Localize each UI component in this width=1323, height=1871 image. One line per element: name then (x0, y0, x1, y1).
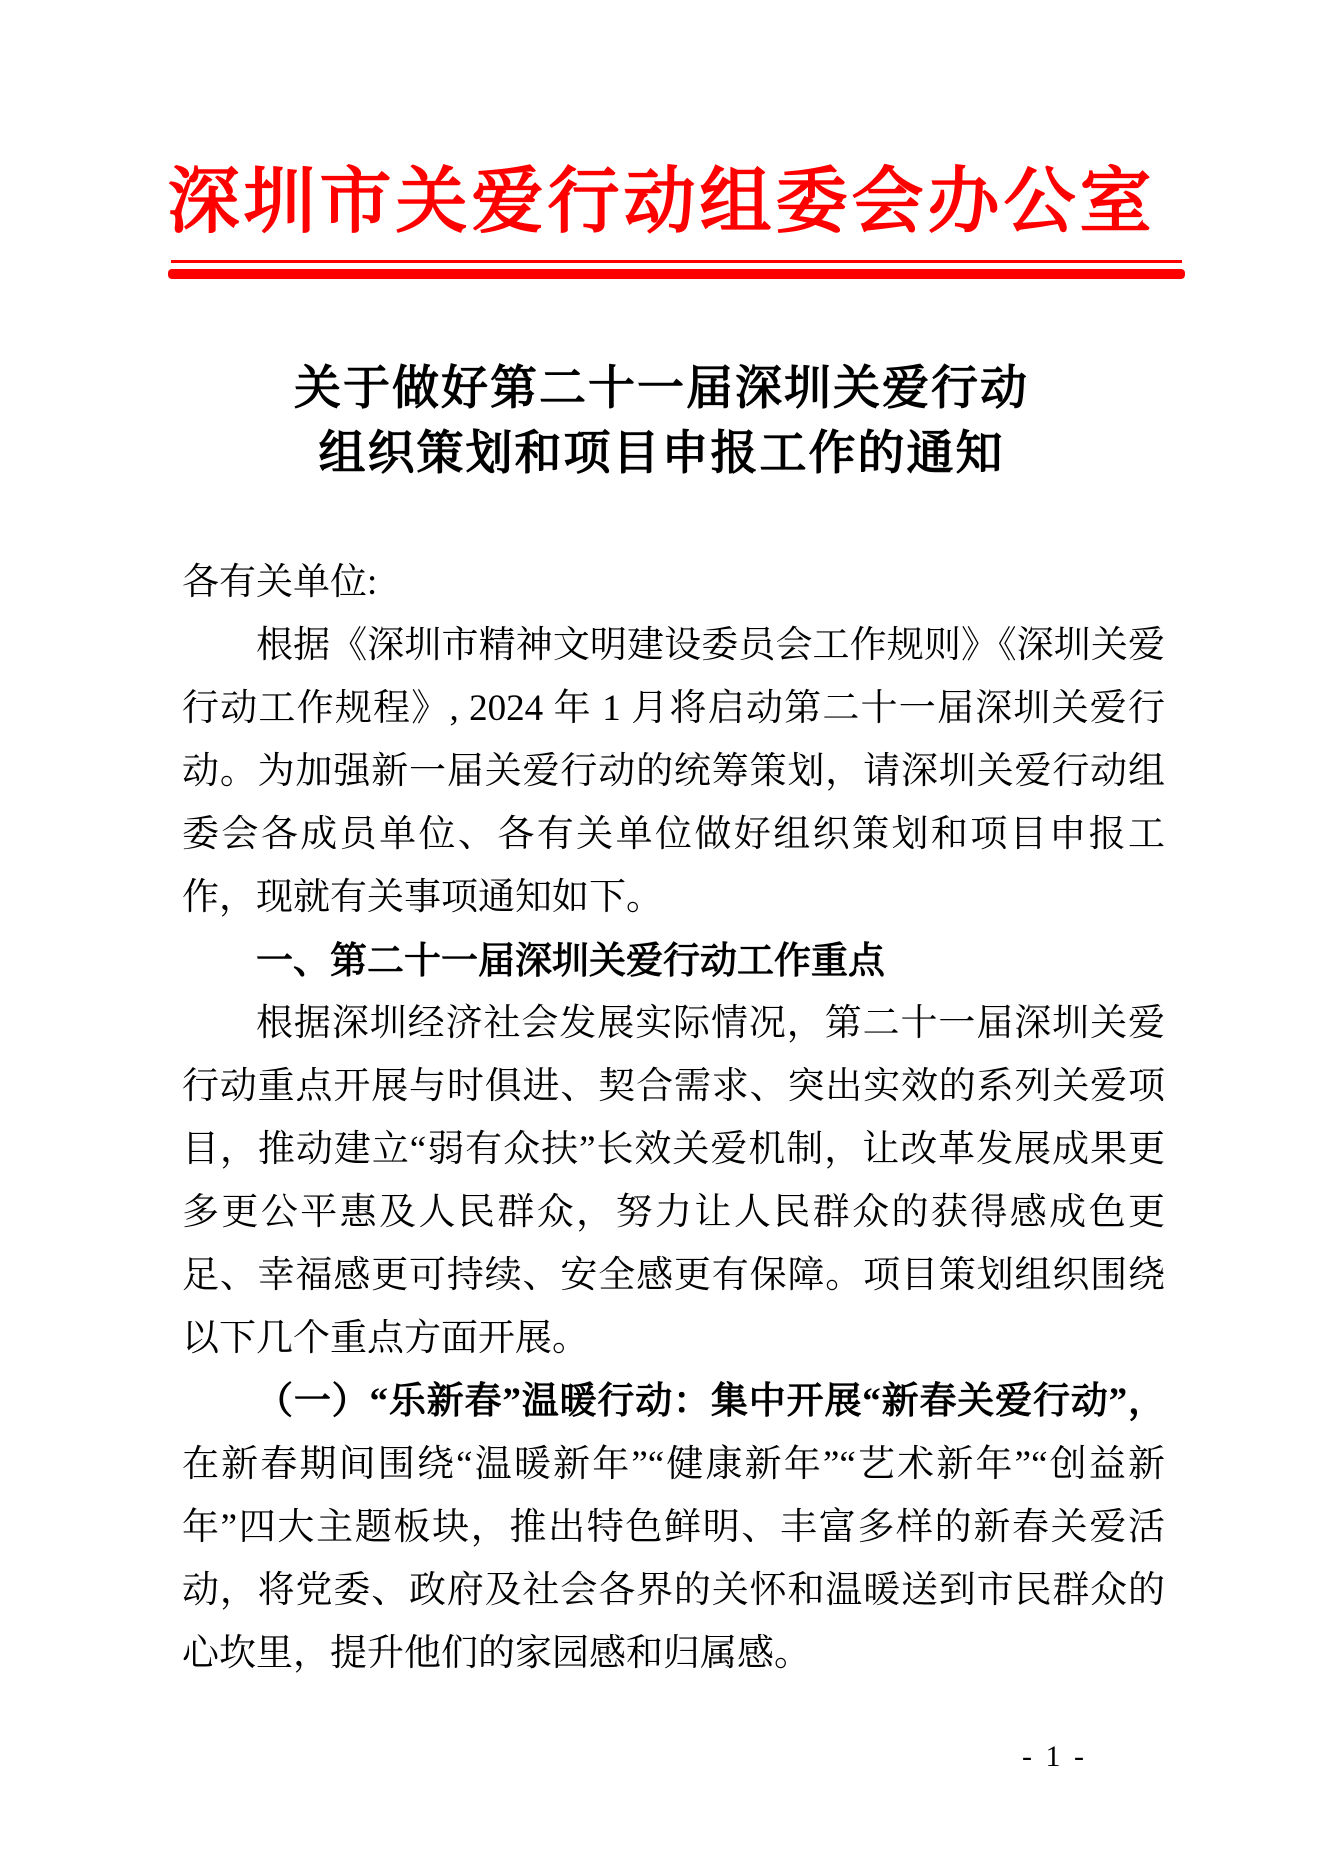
paragraph-run: 根据《深圳市精神文明建设委员会工作规则》《深圳关爱行动工作规程》, 2024 年 1 月将启动第二十一届深圳关爱行动。为加强新一届关爱行动的统筹策划，请深圳关爱行动组委会各成员单位、各有关单位做好组织策划和项目申报工作，现就有关事项通知如下。 (182, 625, 1165, 918)
document-title-line1: 关于做好第二十一届深圳关爱行动 (294, 363, 1029, 415)
section-heading (182, 929, 1165, 992)
paragraph-run: 根据深圳经济社会发展实际情况，第二十一届深圳关爱行动重点开展与时俱进、契合需求、突出实效的系列关爱项目，推动建立“弱有众扶”长效关爱机制，让改革发展成果更多更公平惠及人民群众，努力让人民群众的获得感成色更足、幸福感更可持续、安全感更有保障。项目策划组织围绕以下几个重点方面开展。 (182, 1003, 1165, 1359)
page-number: - 1 - (1022, 1740, 1087, 1773)
document-title (0, 357, 1323, 487)
letterhead-divider-thin (171, 260, 1182, 263)
paragraph (182, 992, 1165, 1370)
paragraph-bold-run: 一、第二十一届深圳关爱行动工作重点 (256, 940, 885, 981)
paragraph (182, 614, 1165, 929)
paragraph (182, 1370, 1165, 1685)
paragraph-run: 在新春期间围绕“温暖新年”“健康新年”“艺术新年”“创益新年”四大主题板块，推出特色鲜明、丰富多样的新春关爱活动，将党委、政府及社会各界的关怀和温暖送到市民群众的心坎里，提升他们的家园感和归属感。 (182, 1444, 1165, 1674)
paragraph-bold-run: （一）“乐新春”温暖行动：集中开展“新春关爱行动”， (256, 1381, 1165, 1422)
document-body (182, 551, 1165, 1685)
paragraph-run: 各有关单位: (182, 562, 378, 603)
letterhead-office-name: 深圳市关爱行动组委会办公室 (167, 162, 1156, 242)
paragraph (182, 551, 1165, 614)
letterhead-divider-thick (168, 269, 1185, 279)
document-title-line2: 组织策划和项目申报工作的通知 (318, 428, 1005, 480)
